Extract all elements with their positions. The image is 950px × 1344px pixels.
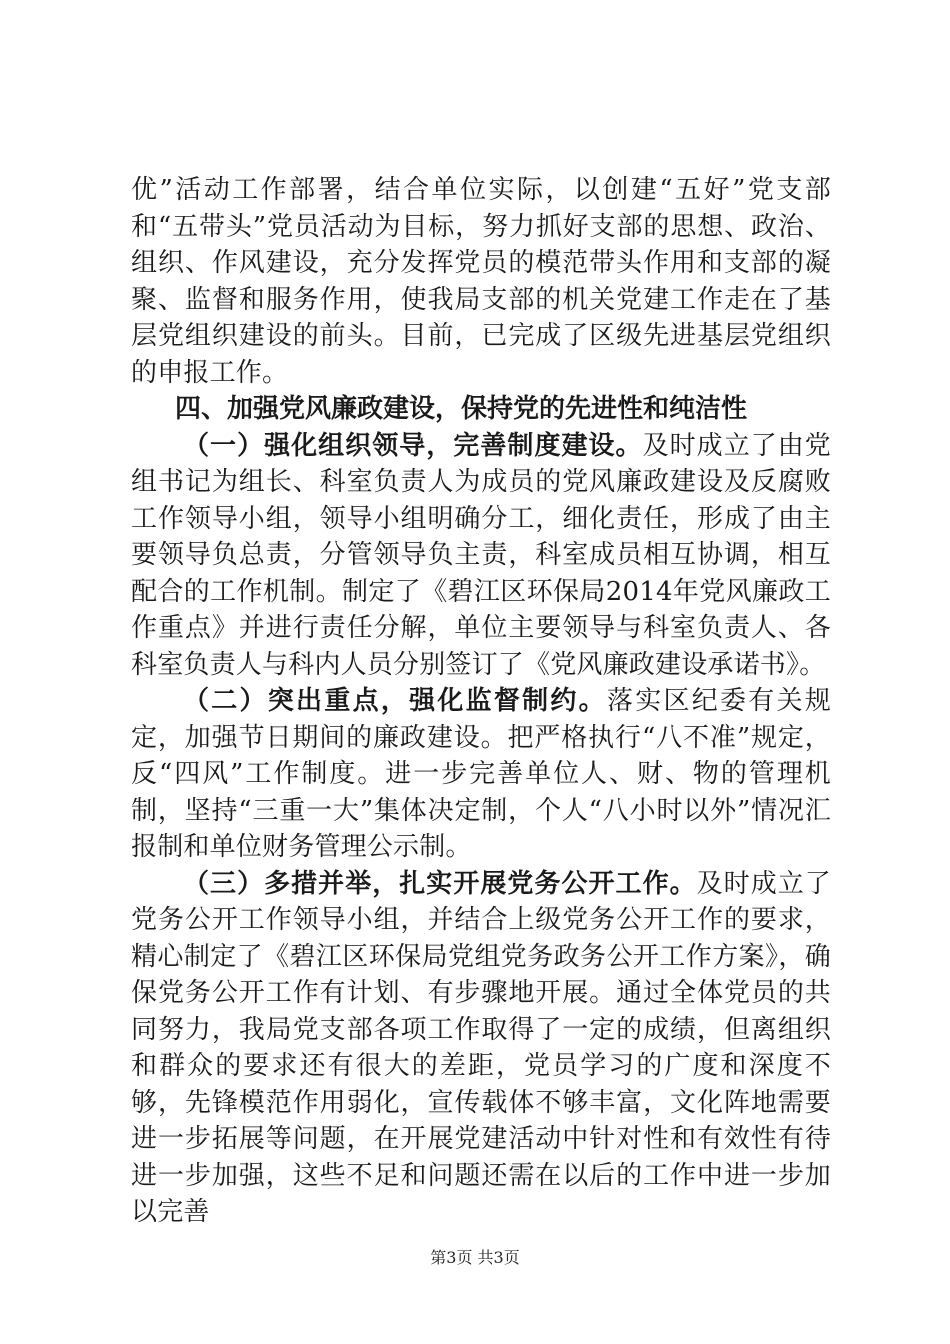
paragraph-item-3-lead: （三）多措并举，扎实开展党务公开工作。 (183, 868, 697, 899)
paragraph-item-1 (131, 428, 831, 684)
paragraph-item-3 (131, 866, 831, 1231)
paragraph-continuation: 优”活动工作部署，结合单位实际，以创建“五好”党支部和“五带头”党员活动为目标，努力抓好支部的思想、政治、组织、作风建设，充分发挥党员的模范带头作用和支部的凝聚、监督和服务作用，使我局支部的机关党建工作走在了基层党组织建设的前头。目前，已完成了区级先进基层党组织的申报工作。 (131, 175, 831, 388)
paragraph-item-1-text: 及时成立了由党组书记为组长、科室负责人为成员的党风廉政建设及反腐败工作领导小组，领导小组明确分工，细化责任，形成了由主要领导负总责，分管领导负主责，科室成员相互协调，相互配合的工作机制。制定了《碧江区环保局2014年党风廉政工作重点》并进行责任分解，单位主要领导与科室负责人、各科室负责人与科内人员分别签订了《党风廉政建设承诺书》。 (131, 430, 831, 680)
page-footer: 第3页 共3页 (430, 1248, 520, 1267)
paragraph-item-3-text: 及时成立了党务公开工作领导小组，并结合上级党务公开工作的要求，精心制定了《碧江区环保局党组党务政务公开工作方案》，确保党务公开工作有计划、有步骤地开展。通过全体党员的共同努力，我局党支部各项工作取得了一定的成绩，但离组织和群众的要求还有很大的差距，党员学习的广度和深度不够，先锋模范作用弱化，宣传载体不够丰富，文化阵地需要进一步拓展等问题，在开展党建活动中针对性和有效性有待进一步加强，这些不足和问题还需在以后的工作中进一步加以完善 (131, 868, 831, 1227)
paragraph-item-2 (131, 683, 831, 866)
paragraph-item-1-lead: （一）强化组织领导，完善制度建设。 (183, 430, 643, 461)
paragraph-item-2-lead: （二）突出重点，强化监督制约。 (183, 686, 607, 716)
section-heading: 四、加强党风廉政建设，保持党的先进性和纯洁性 (175, 394, 748, 424)
document-body (131, 172, 831, 1231)
paragraph-item-2-text: 落实区纪委有关规定，加强节日期间的廉政建设。把严格执行“八不准”规定，反“四风”工作制度。进一步完善单位人、财、物的管理机制，坚持“三重一大”集体决定制，个人“八小时以外”情况汇报制和单位财务管理公示制。 (131, 686, 831, 862)
